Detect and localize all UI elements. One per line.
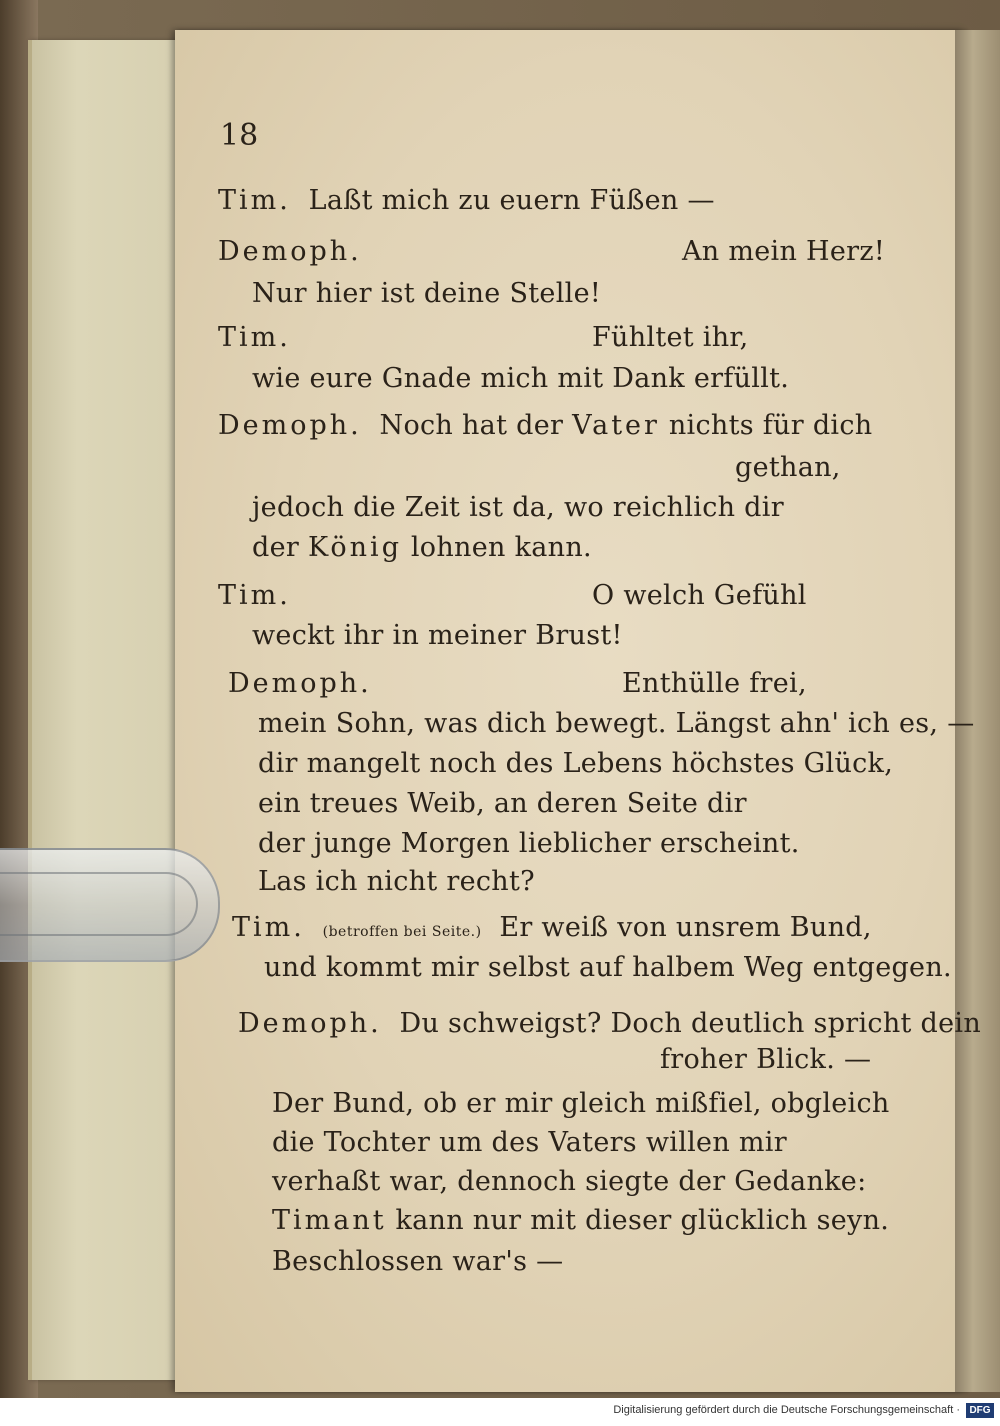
line-text: wie eure Gnade mich mit Dank erfüllt. <box>252 363 790 394</box>
line-text: der <box>252 532 300 563</box>
text-line <box>238 1008 981 1039</box>
line-text: verhaßt war, dennoch siegte der Gedanke: <box>272 1166 867 1197</box>
digitization-footer <box>0 1398 1000 1426</box>
line-text: Enthülle frei, <box>622 668 807 699</box>
text-line <box>272 1166 866 1197</box>
stage-direction: (betroffen bei Seite.) <box>322 924 482 940</box>
line-text: die Tochter um des Vaters willen mir <box>272 1127 787 1158</box>
line-text: Er weiß von unsrem Bund, <box>499 912 872 943</box>
line-text: mein Sohn, was dich bewegt. Längst ahn' ich es, — <box>258 708 975 739</box>
text-line <box>264 952 952 983</box>
line-text: dir mangelt noch des Lebens höchstes Glück, <box>258 748 894 779</box>
speaker-name: Tim. <box>232 912 305 943</box>
text-line <box>218 322 291 353</box>
speaker-name: Demoph. <box>218 410 362 441</box>
text-line <box>228 668 372 699</box>
text-line <box>252 532 592 563</box>
line-text: ein treues Weib, an deren Seite dir <box>258 788 747 819</box>
line-text: gethan, <box>735 452 841 483</box>
text-line <box>218 236 362 267</box>
spaced-word: König <box>307 532 402 563</box>
speaker-name: Tim. <box>218 322 291 353</box>
text-line <box>232 912 872 943</box>
line-text: Beschlossen war's — <box>272 1246 564 1277</box>
speaker-name: Demoph. <box>238 1008 382 1039</box>
text-line <box>218 185 715 216</box>
text-line <box>252 278 601 309</box>
text-line <box>258 748 893 779</box>
speaker-name: Tim. <box>218 185 291 216</box>
line-text: Fühltet ihr, <box>592 322 749 353</box>
text-line <box>218 580 291 611</box>
text-line <box>272 1205 889 1236</box>
line-text: Laßt mich zu euern Füßen — <box>308 185 715 216</box>
text-line <box>272 1127 787 1158</box>
text-line <box>592 580 807 611</box>
line-text: weckt ihr in meiner Brust! <box>252 620 623 651</box>
spaced-word: Timant <box>272 1205 387 1236</box>
text-line <box>252 363 789 394</box>
page-clip-inner <box>0 872 198 936</box>
text-line <box>660 1044 871 1075</box>
text-line <box>258 708 975 739</box>
text-line <box>252 492 784 523</box>
line-text: kann nur mit dieser glücklich seyn. <box>395 1205 890 1236</box>
line-text: nichts für dich <box>668 410 873 441</box>
line-text: O welch Gefühl <box>592 580 807 611</box>
speaker-name: Tim. <box>218 580 291 611</box>
text-line <box>258 788 747 819</box>
text-line <box>272 1246 563 1277</box>
dfg-logo: DFG <box>966 1403 994 1418</box>
previous-leaf <box>28 40 182 1380</box>
text-line <box>258 828 800 859</box>
line-text: froher Blick. — <box>660 1044 872 1075</box>
text-line <box>592 322 749 353</box>
text-line <box>272 1088 890 1119</box>
line-text: Nur hier ist deine Stelle! <box>252 278 601 309</box>
text-line <box>252 620 623 651</box>
line-text: jedoch die Zeit ist da, wo reichlich dir <box>252 492 784 523</box>
text-line <box>258 866 535 897</box>
line-text: Du schweigst? Doch deutlich spricht dein <box>399 1008 982 1039</box>
speaker-name: Demoph. <box>218 236 362 267</box>
footer-credit: Digitalisierung gefördert durch die Deutsche Forschungsgemeinschaft · <box>613 1404 960 1416</box>
text-line <box>622 668 807 699</box>
line-text: Las ich nicht recht? <box>258 866 535 897</box>
line-text: An mein Herz! <box>682 236 886 267</box>
text-line <box>682 236 885 267</box>
text-line <box>218 410 872 441</box>
line-text: der junge Morgen lieblicher erscheint. <box>258 828 800 859</box>
line-text: Der Bund, ob er mir gleich mißfiel, obgleich <box>272 1088 890 1119</box>
spaced-word: Vater <box>572 410 660 441</box>
line-text: lohnen kann. <box>410 532 592 563</box>
speaker-name: Demoph. <box>228 668 372 699</box>
text-line <box>735 452 841 483</box>
line-text: und kommt mir selbst auf halbem Weg entgegen. <box>264 952 952 983</box>
line-text: Noch hat der <box>379 410 564 441</box>
page-number: 18 <box>220 118 259 153</box>
